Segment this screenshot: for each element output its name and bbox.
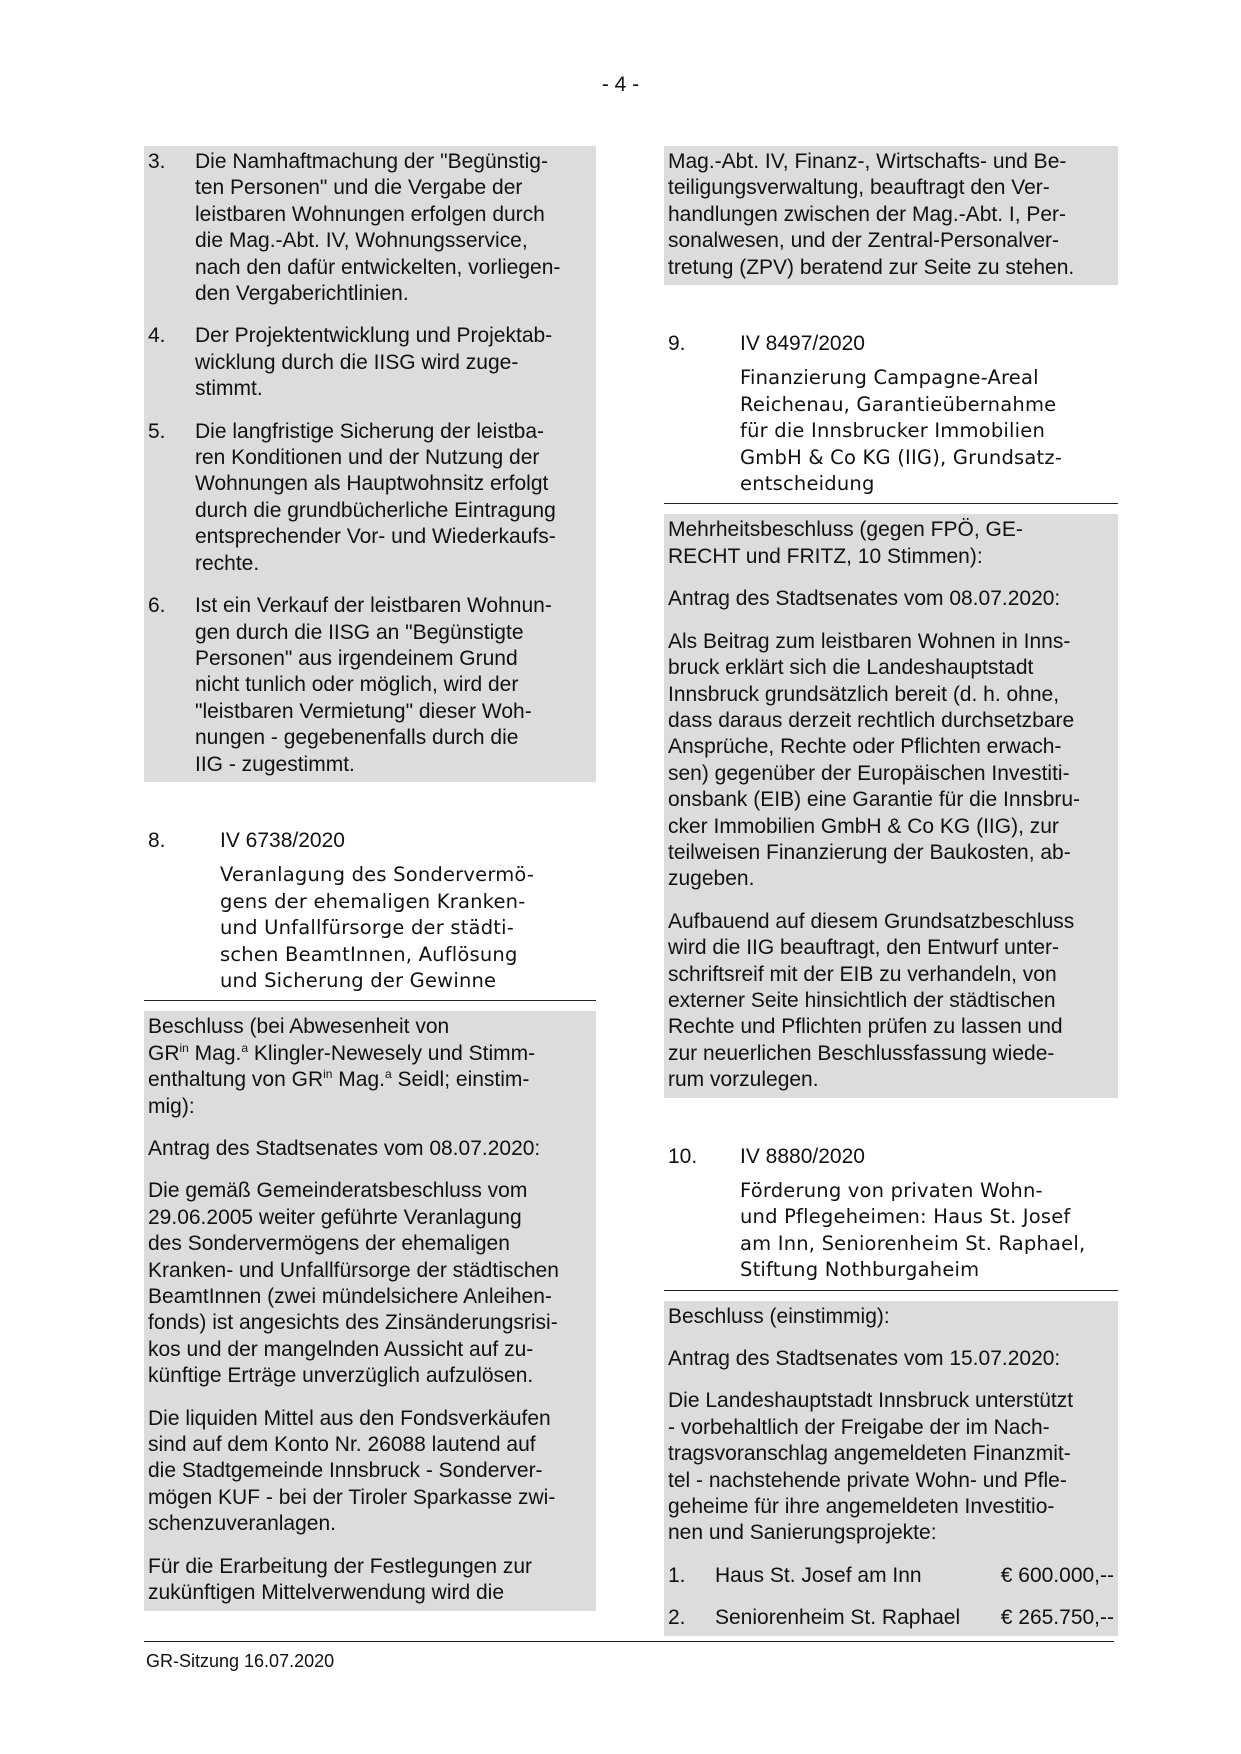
text-line: rechte. [195,551,260,575]
section-body [144,1011,596,1610]
text-line: zur neuerlichen Beschlussfassung wiede- [668,1041,1055,1065]
funding-row [664,1602,1118,1635]
text-line: rum vorzulegen. [668,1068,819,1092]
text-line: Beschluss (bei Abwesenheit von [148,1015,450,1039]
text-line: Der Projektentwicklung und Projektab- [195,324,553,348]
antrag-text: Antrag des Stadtsenates vom 08.07.2020: [668,587,1061,611]
title-line: für die Innsbrucker Immobilien [740,419,1046,443]
text-line: Mag.-Abt. IV, Finanz-, Wirtschafts- und Be- [668,150,1067,173]
text-line: durch die grundbücherliche Eintragung [195,498,556,522]
text-line: enthaltung von GR [148,1068,324,1092]
item-text [195,323,592,402]
funding-amount: € 600.000,-- [1000,1563,1114,1587]
text-line: 29.06.2005 weiter geführte Veranlagung [148,1205,522,1229]
text-line: bruck erklärt sich die Landeshauptstadt [668,656,1034,680]
text-line: fonds) ist angesichts des Zinsänderungsrisi- [148,1311,558,1335]
text-line: tretung (ZPV) beratend zur Seite zu stehen. [668,255,1075,279]
funding-amount: € 265.750,-- [1000,1606,1114,1630]
section-number: 8. [148,828,166,852]
section-title [144,854,596,996]
text-line: RECHT und FRITZ, 10 Stimmen): [668,544,983,568]
text-line: Wohnungen als Hauptwohnsitz erfolgt [195,472,549,496]
text-line: tel - nachstehende private Wohn- und Pfle- [668,1468,1067,1492]
section-code: IV 8880/2020 [740,1144,865,1168]
section-body [664,514,1118,1097]
text-line: geheime für ihre angemeldeten Investitio- [668,1495,1055,1519]
item-number: 4. [148,324,166,348]
text-line: Als Beitrag zum leistbaren Wohnen in Inns- [668,629,1071,653]
title-line: gens der ehemaligen Kranken- [220,889,526,913]
title-line: GmbH & Co KG (IIG), Grundsatz- [740,445,1063,469]
text-line: teilweisen Finanzierung der Baukosten, ab- [668,840,1071,864]
text-line: Ansprüche, Rechte oder Pflichten erwach- [668,735,1062,759]
text-line: Aufbauend auf diesem Grundsatzbeschluss [668,909,1075,933]
item-number: 6. [148,594,166,618]
paragraph [144,1403,596,1542]
paragraph [144,1551,596,1611]
funding-number: 1. [668,1563,686,1587]
funding-row [664,1560,1118,1593]
text-line: ten Personen" und die Vergabe der [195,176,523,200]
text-line: des Sondervermögens der ehemaligen [148,1232,510,1256]
list-item [144,146,596,311]
section-heading [144,828,596,854]
text-line: Ist ein Verkauf der leistbaren Wohnun- [195,594,552,618]
section-body [664,1301,1118,1636]
text-line: nach den dafür entwickelten, vorliegen- [195,255,561,279]
left-column [144,146,596,1611]
text-line: mig): [148,1094,195,1118]
text-line: entsprechender Vor- und Wiederkaufs- [195,525,556,549]
list-item [144,416,596,581]
text-line: schenzuveranlagen. [148,1512,336,1536]
section-title [664,357,1118,499]
text-line: Kranken- und Unfallfürsorge der städtischen [148,1258,559,1282]
title-line: Finanzierung Campagne-Areal [740,366,1039,390]
title-line: und Sicherung der Gewinne [220,968,497,992]
funding-recipient: Haus St. Josef am Inn [715,1563,922,1587]
section-divider [144,1000,596,1001]
text-line: Klingler-Newesely und Stimm- [248,1041,536,1065]
text-line: GR [148,1041,180,1065]
text-line: stimmt. [195,377,263,401]
text-line: tragsvoranschlag angemeldeten Finanzmit- [668,1442,1071,1466]
superscript: in [323,1067,333,1082]
footer-divider [144,1641,1114,1642]
title-line: schen BeamtInnen, Auflösung [220,942,518,966]
superscript: a [241,1040,249,1055]
text-line: zugeben. [668,867,755,891]
title-line: Reichenau, Garantieübernahme [740,392,1057,416]
text-line: sonalwesen, und der Zentral-Personalver- [668,229,1060,253]
item-number: 3. [148,150,166,173]
text-line: nicht tunlich oder möglich, wird der [195,673,519,697]
title-line: und Pflegeheimen: Haus St. Josef [740,1205,1071,1229]
text-line: Die langfristige Sicherung der leistba- [195,419,545,443]
text-line: onsbank (EIB) eine Garantie für die Innsbru- [668,788,1081,812]
title-line: Veranlagung des Sondervermö- [220,863,535,887]
antrag-text: Antrag des Stadtsenates vom 15.07.2020: [668,1347,1061,1371]
text-line: zukünftigen Mittelverwendung wird die [148,1581,505,1605]
paragraph [664,1385,1118,1550]
paragraph [144,1175,596,1393]
text-line: Mag. [188,1041,242,1065]
text-line: künftige Erträge unverzüglich aufzulösen. [148,1364,534,1388]
text-line: leistbaren Wohnungen erfolgen durch [195,202,545,226]
text-line: Die Landeshauptstadt Innsbruck unterstützt [668,1389,1074,1413]
text-line: externer Seite hinsichtlich der städtischen [668,988,1056,1012]
paragraph [664,626,1118,897]
text-line: ren Konditionen und der Nutzung der [195,446,540,470]
text-line: dass daraus derzeit rechtlich durchsetzbare [668,708,1075,732]
text-line: cker Immobilien GmbH & Co KG (IIG), zur [668,814,1059,838]
section-number: 10. [668,1144,698,1168]
text-line: IIG - zugestimmt. [195,752,355,776]
text-line: wird die IIG beauftragt, den Entwurf unter- [668,936,1060,960]
section-divider [664,1290,1118,1291]
item-text [195,593,592,778]
page-number: - 4 - [601,73,640,96]
decision-text [664,514,1118,574]
text-line: handlungen zwischen der Mag.-Abt. I, Per- [668,202,1067,226]
text-line: Mag. [332,1068,385,1092]
text-line: Personen" aus irgendeinem Grund [195,646,518,670]
section-title [664,1170,1118,1286]
title-line: und Unfallfürsorge der städti- [220,916,514,940]
text-line: Für die Erarbeitung der Festlegungen zur [148,1554,533,1578]
text-line: schriftsreif mit der EIB zu verhandeln, von [668,962,1057,986]
text-line: Die gemäß Gemeinderatsbeschluss vom [148,1179,528,1203]
text-line: sind auf dem Konto Nr. 26088 lautend auf [148,1433,536,1457]
title-line: entscheidung [740,472,875,496]
text-line: - vorbehaltlich der Freigabe der im Nach- [668,1415,1050,1439]
decision-text [144,1011,596,1124]
section-heading [664,331,1118,357]
text-line: Die Namhaftmachung der "Begünstig- [195,150,548,173]
text-line: gen durch die IISG an "Begünstigte [195,620,524,644]
right-column [664,146,1118,1636]
text-line: Innsbruck grundsätzlich bereit (d. h. ohne, [668,682,1060,706]
continuation-paragraph [664,146,1118,285]
funding-recipient: Seniorenheim St. Raphael [715,1606,961,1630]
text-line: die Stadtgemeinde Innsbruck - Sonderver- [148,1459,543,1483]
section-divider [664,503,1118,504]
text-line: den Vergaberichtlinien. [195,282,409,306]
item-text [195,419,592,577]
item-number: 5. [148,419,166,443]
text-line: wicklung durch die IISG wird zuge- [195,350,519,374]
section-number: 9. [668,332,686,356]
text-line: die Mag.-Abt. IV, Wohnungsservice, [195,229,528,253]
text-line: "leistbaren Vermietung" dieser Woh- [195,699,532,723]
superscript: in [179,1040,189,1055]
list-item [144,320,596,406]
antrag-text: Antrag des Stadtsenates vom 08.07.2020: [148,1137,541,1160]
section-code: IV 6738/2020 [220,828,345,852]
title-line: Stiftung Nothburgaheim [740,1258,980,1282]
text-line: nen und Sanierungsprojekte: [668,1521,937,1545]
decision-text: Beschluss (einstimmig): [668,1304,890,1328]
paragraph [664,906,1118,1098]
approved-items-list [144,146,596,782]
section-code: IV 8497/2020 [740,332,865,356]
superscript: a [385,1067,392,1082]
list-item [144,590,596,782]
item-text [195,149,592,307]
text-line: kos und der mangelnden Aussicht auf zu- [148,1337,534,1361]
funding-number: 2. [668,1606,686,1630]
text-line: Rechte und Pflichten prüfen zu lassen und [668,1015,1063,1039]
text-line: mögen KUF - bei der Tiroler Sparkasse zwi- [148,1485,556,1509]
title-line: Förderung von privaten Wohn- [740,1179,1043,1202]
text-line: Die liquiden Mittel aus den Fondsverkäufen [148,1406,551,1430]
text-line: teiligungsverwaltung, beauftragt den Ver- [668,176,1050,200]
text-line: Mehrheitsbeschluss (gegen FPÖ, GE- [668,518,1023,542]
text-line: sen) gegenüber der Europäischen Investiti- [668,761,1070,785]
text-line: Seidl; einstim- [391,1068,530,1092]
text-line: nungen - gegebenenfalls durch die [195,726,519,750]
title-line: am Inn, Seniorenheim St. Raphael, [740,1231,1086,1255]
section-heading [664,1144,1118,1170]
text-line: BeamtInnen (zwei mündelsichere Anleihen- [148,1285,552,1309]
footer-text: GR-Sitzung 16.07.2020 [146,1651,335,1671]
